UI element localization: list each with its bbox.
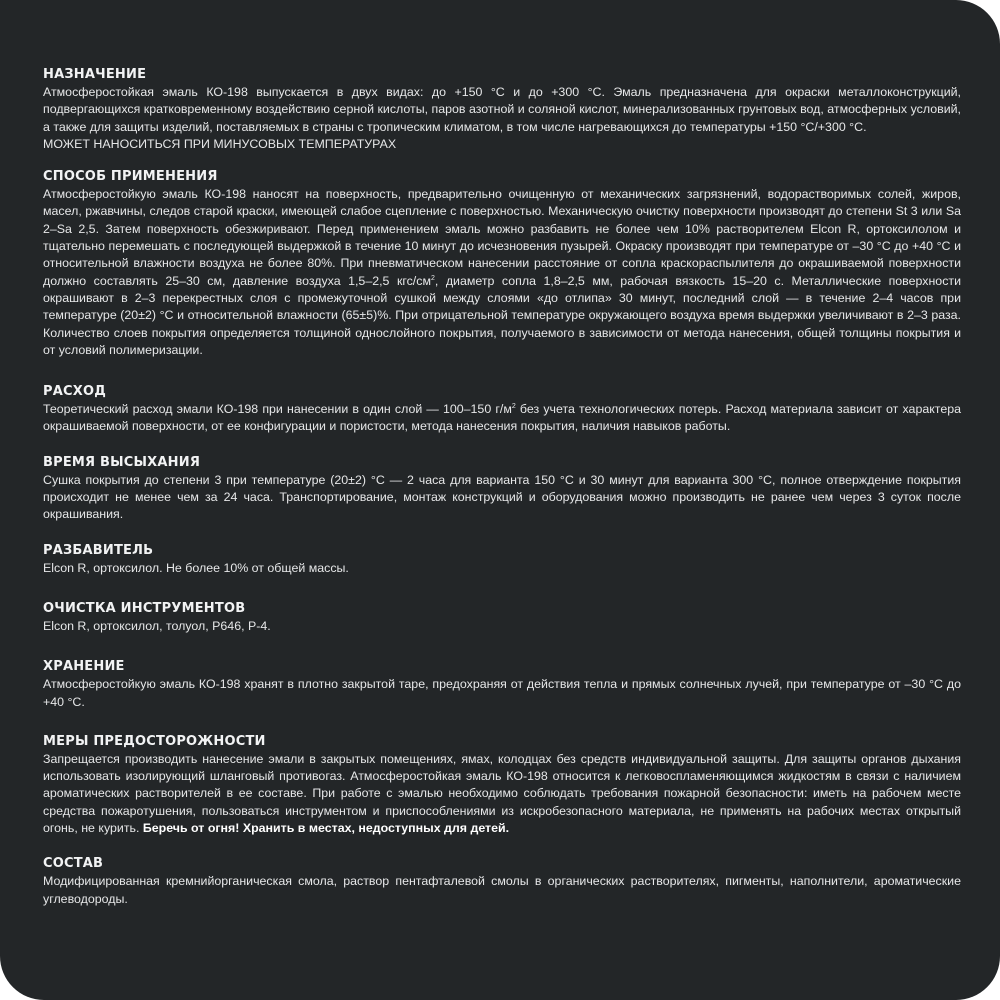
section-title-application: СПОСОБ ПРИМЕНЕНИЯ bbox=[43, 169, 218, 185]
section-storage bbox=[43, 658, 961, 711]
section-text-storage: Атмосферостойкую эмаль КО-198 хранят в плотно закрытой таре, предохраняя от действия тепла и прямых солнечных лучей, при температуре от –30 °С до +40 °С. bbox=[43, 677, 961, 709]
section-title-consumption: РАСХОД bbox=[43, 384, 106, 400]
section-title-precautions: МЕРЫ ПРЕДОСТОРОЖНОСТИ bbox=[43, 733, 266, 749]
section-text-consumption bbox=[43, 401, 961, 436]
section-title-storage: ХРАНЕНИЕ bbox=[43, 659, 125, 675]
application-superscript: 2 bbox=[430, 274, 435, 282]
section-purpose bbox=[43, 66, 961, 153]
section-thinner bbox=[43, 542, 961, 577]
section-tool-cleaning bbox=[43, 600, 961, 635]
section-text-drying-time: Сушка покрытия до степени 3 при температуре (20±2) °С — 2 часа для варианта 150 °С и 30 минут для варианта 300 °С, полное отверждение покрытия происходит не менее чем за 24 часа. Транспортирование, монтаж конструкций и оборудования можно производить не ранее чем через 3 суток после окрашивания. bbox=[43, 472, 961, 522]
consumption-text-part-2: без учета технологических потерь. Расход материала зависит от характера окрашиваемой поверхности, от ее конфигурации и пористости, метода нанесения покрытия, наличия навыков работы. bbox=[43, 402, 961, 434]
section-note-purpose: МОЖЕТ НАНОСИТЬСЯ ПРИ МИНУСОВЫХ ТЕМПЕРАТУРАХ bbox=[43, 136, 397, 151]
section-title-thinner: РАЗБАВИТЕЛЬ bbox=[43, 542, 154, 558]
precautions-text: Запрещается производить нанесение эмали в закрытых помещениях, ямах, колодцах без средств индивидуальной защиты. Для защиты органов дыхания использовать изолирующий шланговый противогаз. Атмосферостойкая эмаль КО-198 относится к легковоспламеняющимся жидкостям в связи с наличием ароматических растворителей в ее составе. При работе с эмалью необходимо соблюдать требования пожарной безопасности: иметь на рабочем месте средства пожаротушения, пользоваться инструментом и приспособлениями из искробезопасного материала, не применять на рабочих местах открытый огонь, не курить. bbox=[43, 751, 961, 836]
section-text-composition: Модифицированная кремнийорганическая смола, раствор пентафталевой смолы в органических растворителях, пигменты, наполнители, ароматические углеводороды. bbox=[43, 874, 961, 906]
section-precautions bbox=[43, 733, 961, 837]
section-drying-time bbox=[43, 454, 961, 524]
section-title-drying-time: ВРЕМЯ ВЫСЫХАНИЯ bbox=[43, 454, 201, 470]
section-text-application bbox=[43, 186, 961, 359]
section-composition bbox=[43, 855, 961, 908]
section-text-purpose: Атмосферостойкая эмаль КО-198 выпускается в двух видах: до +150 °С и до +300 °С. Эмаль предназначена для окраски металлоконструкций, подвергающихся кратковременному воздействию серной кислоты, паров азотной и соляной кислот, минерализованных грунтовых вод, атмосферных условий, а также для защиты изделий, поставляемых в страны с тропическим климатом, в том числе нагревающихся до температуры +150 °С/+300 °С. bbox=[43, 85, 961, 134]
section-application bbox=[43, 168, 961, 359]
section-consumption bbox=[43, 383, 961, 436]
section-title-composition: СОСТАВ bbox=[43, 856, 104, 872]
section-title-tool-cleaning: ОЧИСТКА ИНСТРУМЕНТОВ bbox=[43, 600, 246, 616]
consumption-text-part-1: Теоретический расход эмали КО-198 при нанесении в один слой — 100–150 г/м bbox=[43, 402, 512, 417]
section-text-thinner: Elcon R, ортоксилол. Не более 10% от общей массы. bbox=[43, 560, 349, 575]
section-title-purpose: НАЗНАЧЕНИЕ bbox=[43, 67, 147, 82]
application-text-part-1: Атмосферостойкую эмаль КО-198 наносят на поверхность, предварительно очищенную от механических загрязнений, водорастворимых солей, жиров, масел, ржавчины, следов старой краски, имеющей слабое сцепление с поверхностью. Механическую очистку поверхности производят до степени St 3 или Sa 2–Sa 2,5. Затем поверхность обезжиривают. Перед применением эмаль можно разбавить не более чем 10% растворителем Elcon R, ортоксилолом и тщательно перемешать с последующей выдержкой в течение 10 минут до исчезновения пузырей. Окраску производят при температуре от –30 °С до +40 °С и относительной влажности воздуха не более 80%. При пневматическом нанесении расстояние от сопла краскораспылителя до окрашиваемой поверхности должно составлять 25–30 см, давление воздуха 1,5–2,5 кгс/см bbox=[43, 187, 961, 288]
precautions-warning: Беречь от огня! Хранить в местах, недоступных для детей. bbox=[142, 821, 510, 836]
application-text-part-2: , диаметр сопла 1,8–2,5 мм, рабочая вязкость 15–20 с. Металлические поверхности окрашивают в 2–3 перекрестных слоя с промежуточной сушкой между слоями «до отлипа» 30 минут, последний слой — в течение 2–4 часов при температуре (20±2) °С и относительной влажности (65±5)%. При отрицательной температуре окружающего воздуха время выдержки увеличивают в 2–3 раза. Количество слоев покрытия определяется толщиной однослойного покрытия, получаемого в зависимости от метода нанесения, общей толщины покрытия и от условий полимеризации. bbox=[43, 273, 961, 357]
section-text-tool-cleaning: Elcon R, ортоксилол, толуол, Р646, Р-4. bbox=[43, 618, 271, 633]
section-text-precautions bbox=[43, 751, 961, 837]
product-description bbox=[43, 66, 961, 908]
consumption-superscript: 2 bbox=[511, 403, 516, 411]
